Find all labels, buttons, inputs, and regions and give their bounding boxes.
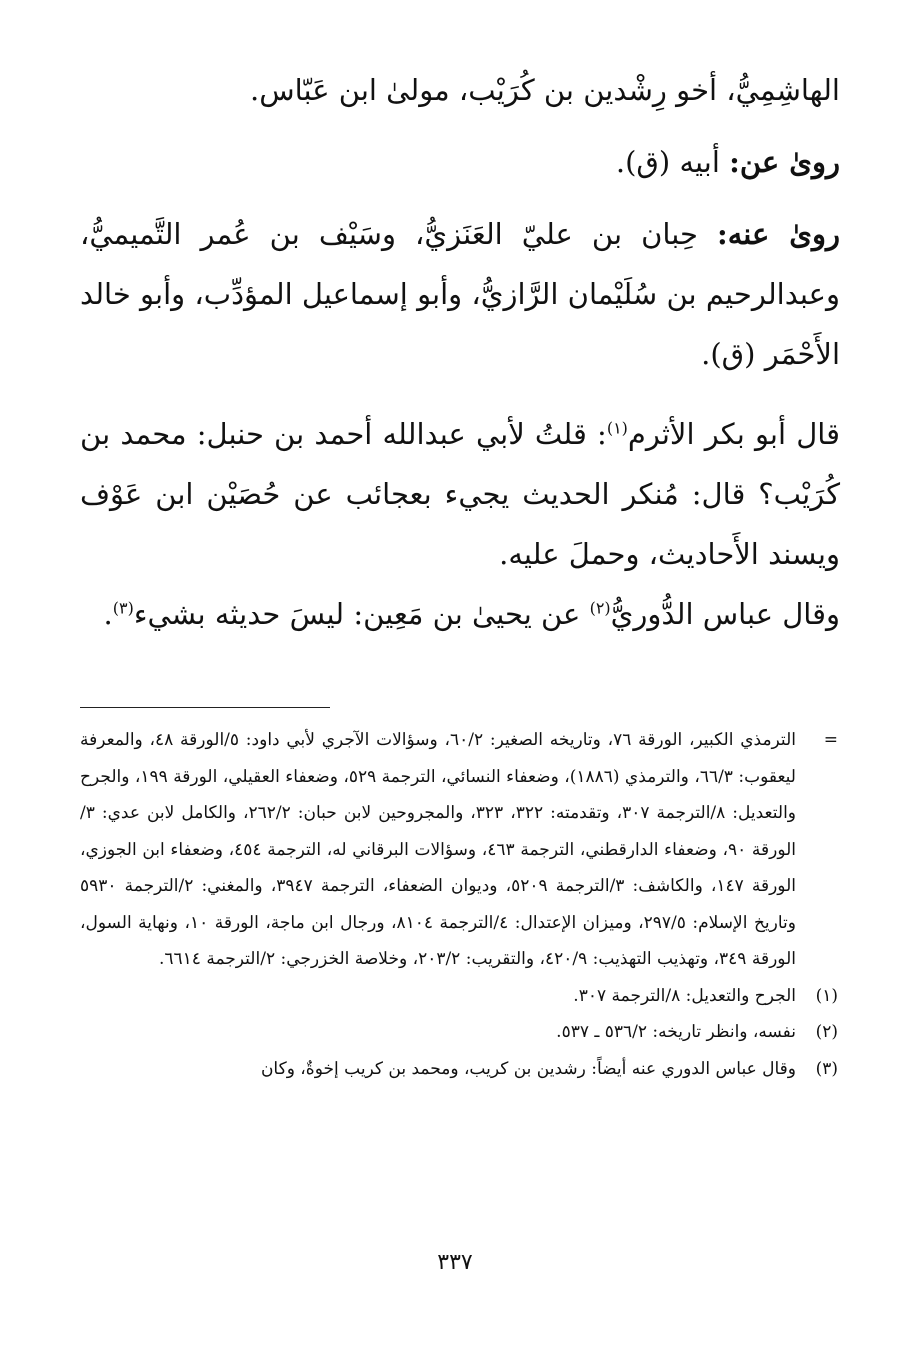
- paragraph-duri-quote: [80, 584, 840, 644]
- continuation-text: الترمذي الكبير، الورقة ٧٦، وتاريخه الصغير: ٦٠/٢، وسؤالات الآجري لأبي داود: ٥/الورقة ٤٨، والمعرفة ليعقوب: ٦٦/٣، والترمذي (١٨٨٦)، وضعفاء النسائي، الترجمة ٥٢٩، وضعفاء العقيلي، الورقة ١٩٩، والجرح والتعديل: ٨/الترجمة ٣٠٧، وتقدمته: ٣٢٢، ٣٢٣، والمجروحين لابن حبان: ٢٦٢/٢، والكامل لابن عدي: ٣/الورقة ٩٠، وضعفاء الدارقطني، الترجمة ٤٦٣، وسؤالات البرقاني له، الترجمة ٤٥٤، وضعفاء ابن الجوزي، الورقة ١٤٧، والكاشف: ٣/الترجمة ٥٢٠٩، وديوان الضعفاء، الترجمة ٣٩٤٧، والمغني: ٢/الترجمة ٥٩٣٠ وتاريخ الإسلام: ٢٩٧/٥، وميزان الإعتدال: ٤/الترجمة ٨١٠٤، ورجال ابن ماجة، الورقة ١٠، ونهاية السول، الورقة ٣٤٩، وتهذيب التهذيب: ٤٢٠/٩، والتقريب: ٢٠٣/٢، وخلاصة الخزرجي: ٢/الترجمة ٦٦١٤.: [80, 730, 797, 969]
- footnote-3: [80, 1051, 840, 1088]
- footnote-ref-3: (٣): [112, 598, 134, 618]
- page-number: ٣٣٧: [437, 1250, 473, 1275]
- paragraph-narrated-by: [80, 204, 840, 384]
- footnote-mark: (٣): [815, 1058, 838, 1079]
- footnote-2: [80, 1014, 840, 1051]
- duri-intro: وقال عباس الدُّوريُّ: [610, 597, 840, 631]
- footnote-continuation: [80, 722, 840, 978]
- narrated-by-text: حِبان بن عليّ العَنَزيُّ، وسَيْف بن عُمر التَّميميُّ، وعبدالرحيم بن سُلَيْمان الرَّازيُّ، وأبو إسماعيل المؤدِّب، وأبو خالد الأَحْمَر (ق).: [80, 217, 840, 371]
- continuation-mark: =: [823, 730, 838, 750]
- athram-quote-text: : قلتُ لأبي عبدالله أحمد بن حنبل: محمد بن كُرَيْب؟ قال: مُنكر الحديث يجيء بعجائب عن حُصَيْن ابن عَوْف ويسند الأَحاديث، وحملَ عليه.: [80, 417, 840, 571]
- label-narrated-from: روىٰ عن:: [729, 145, 840, 179]
- duri-quote-end: .: [103, 597, 113, 631]
- narrated-from-text: أبيه (ق).: [615, 145, 720, 179]
- paragraph-narrated-from: [80, 132, 840, 192]
- footnotes: [80, 722, 840, 1087]
- label-narrated-by: روىٰ عنه:: [717, 217, 840, 251]
- footnote-separator: [80, 707, 330, 708]
- athram-intro: قال أبو بكر الأثرم: [627, 417, 840, 451]
- duri-quote-text: عن يحيىٰ بن مَعِين: ليسَ حديثه بشيء: [133, 597, 590, 631]
- footnote-ref-2: (٢): [589, 598, 611, 618]
- footnote-text: الجرح والتعديل: ٨/الترجمة ٣٠٧.: [573, 985, 796, 1006]
- footnote-1: [80, 978, 840, 1015]
- footnote-mark: (١): [815, 985, 838, 1006]
- paragraph-athram-quote: [80, 404, 840, 584]
- footnote-text: وقال عباس الدوري عنه أيضاً: رشدين بن كريب، ومحمد بن كريب إخوةٌ، وكان: [260, 1058, 796, 1079]
- footnote-text: نفسه، وانظر تاريخه: ٥٣٦/٢ ـ ٥٣٧.: [556, 1022, 796, 1042]
- main-text: [80, 60, 840, 644]
- footnote-ref-1: (١): [606, 418, 628, 438]
- footnote-mark: (٢): [815, 1022, 838, 1042]
- paragraph-lineage: الهاشِمِيُّ، أخو رِشْدين بن كُرَيْب، مولىٰ ابن عَبّاس.: [250, 73, 840, 107]
